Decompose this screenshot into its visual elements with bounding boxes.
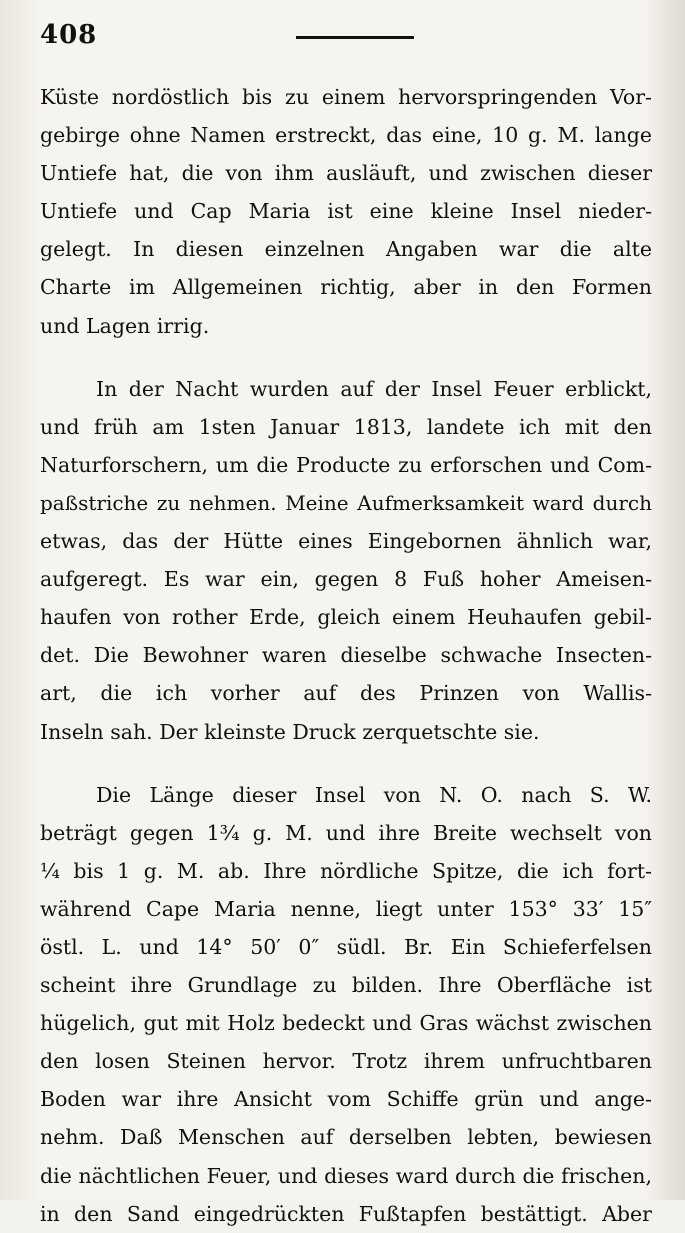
text-line: ¼ bis 1 g. M. ab. Ihre nördliche Spitze, die ich fort- [40,858,652,883]
text-line: aufgeregt. Es war ein, gegen 8 Fuß hoher Ameisen- [40,567,652,592]
text-line: beträgt gegen 1¾ g. M. und ihre Breite wechselt von [40,820,652,845]
body-text [40,78,652,1233]
text-line: Untiefe hat, die von ihm ausläuft, und zwischen dieser [40,161,652,186]
text-line: östl. L. und 14° 50′ 0″ südl. Br. Ein Schieferfelsen [40,934,652,959]
text-line: Inseln sah. Der kleinste Druck zerquetschte sie. [40,719,540,744]
paragraph-3 [40,776,652,1233]
header-rule [296,36,414,39]
text-line: hügelich, gut mit Holz bedeckt und Gras wächst zwischen [40,1011,652,1036]
text-line: gelegt. In diesen einzelnen Angaben war die alte [40,237,652,262]
text-line: nehm. Daß Menschen auf derselben lebten, bewiesen [40,1125,652,1150]
text-line: haufen von rother Erde, gleich einem Heuhaufen gebil- [40,605,652,630]
text-line: art, die ich vorher auf des Prinzen von Wallis- [40,681,652,706]
text-line: Untiefe und Cap Maria ist eine kleine Insel nieder- [40,199,652,224]
page-number: 408 [40,20,98,50]
text-line: etwas, das der Hütte eines Eingebornen ähnlich war, [40,529,652,554]
text-line: und Lagen irrig. [40,313,210,338]
text-line: paßstriche zu nehmen. Meine Aufmerksamkeit ward durch [40,490,652,515]
text-line: und früh am 1sten Januar 1813, landete ich mit den [40,414,652,439]
text-line: Naturforschern, um die Producte zu erforschen und Com- [40,452,652,477]
paragraph-gap [40,751,652,776]
text-line: scheint ihre Grundlage zu bilden. Ihre Oberfläche ist [40,973,652,998]
text-line: Boden war ihre Ansicht vom Schiffe grün und ange- [40,1087,652,1112]
text-line: in den Sand eingedrückten Fußtapfen bestättigt. Aber [40,1201,652,1226]
paragraph-gap [40,345,652,370]
paragraph-2 [40,370,652,751]
text-line: während Cape Maria nenne, liegt unter 153° 33′ 15″ [40,896,652,921]
text-line: den losen Steinen hervor. Trotz ihrem unfruchtbaren [40,1049,652,1074]
text-line: In der Nacht wurden auf der Insel Feuer erblickt, [96,376,652,401]
text-line: gebirge ohne Namen erstreckt, das eine, 10 g. M. lange [40,123,652,148]
paragraph-1 [40,78,652,345]
text-line: Küste nordöstlich bis zu einem hervorspringenden Vor- [40,85,652,109]
text-line: det. Die Bewohner waren dieselbe schwache Insecten- [40,643,652,668]
text-line: die nächtlichen Feuer, und dieses ward durch die frischen, [40,1163,652,1188]
text-line: Die Länge dieser Insel von N. O. nach S. W. [96,782,652,807]
text-line: Charte im Allgemeinen richtig, aber in den Formen [40,275,652,300]
